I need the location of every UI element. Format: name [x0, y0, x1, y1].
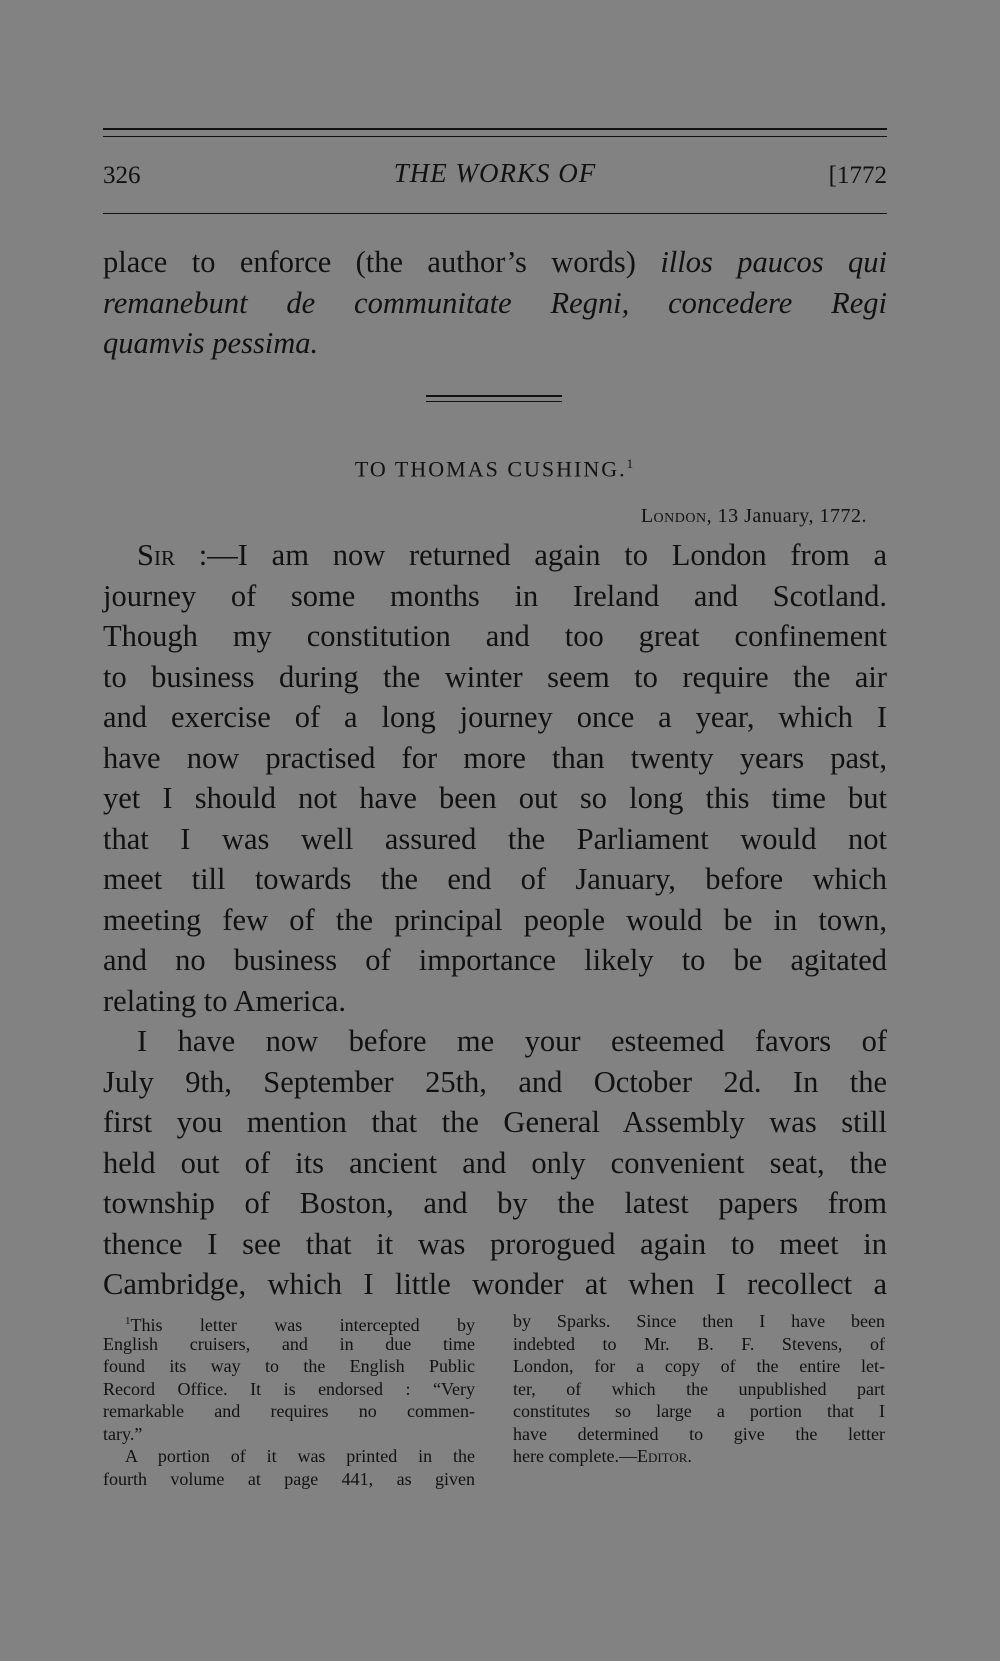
- footnote-line: by Sparks. Since then I have been: [513, 1311, 885, 1331]
- footnote-text: here complete.—: [513, 1446, 637, 1466]
- paragraph-line: thence I see that it was prorogued again to meet in: [103, 1226, 887, 1261]
- paragraph-line: meet till towards the end of January, before which: [103, 862, 887, 896]
- latin-quote: quamvis pessima.: [103, 326, 319, 360]
- dateline-place: London,: [640, 505, 713, 527]
- footnote-text: This letter was intercepted by: [130, 1315, 475, 1335]
- footnote-line: fourth volume at page 441, as given: [103, 1468, 475, 1489]
- header-rule: [103, 213, 887, 214]
- paragraph-line: and exercise of a long journey once a year, which I: [103, 700, 887, 734]
- editor-signature: Editor.: [636, 1446, 692, 1466]
- letter-body: [103, 535, 887, 1305]
- footnote-line: indebted to Mr. B. F. Stevens, of: [513, 1333, 885, 1354]
- paragraph-line: first you mention that the General Assembly was still: [103, 1105, 887, 1139]
- top-double-rule: [103, 128, 887, 137]
- paragraph-text: :—I am now returned again to London from a: [198, 538, 887, 572]
- footnote-line: constitutes so large a portion that I: [513, 1401, 885, 1421]
- footnote-column-right: [513, 1310, 885, 1468]
- running-title: THE WORKS OF: [393, 158, 597, 188]
- footnote-line: A portion of it was printed in the: [125, 1446, 475, 1466]
- paragraph-line: held out of its ancient and only convenient seat, the: [103, 1145, 887, 1180]
- footnote-line: have determined to give the letter: [513, 1423, 885, 1444]
- latin-quote: illos paucos qui: [660, 245, 887, 279]
- latin-quote: remanebunt de communitate Regni, concedere Regi: [103, 285, 887, 320]
- paragraph-line: and no business of importance likely to be agitated: [103, 943, 887, 977]
- footnote-line: [513, 1445, 885, 1468]
- paragraph-line: meeting few of the principal people would be in town,: [103, 902, 887, 937]
- continuation-roman: place to enforce (the author’s words): [103, 245, 636, 279]
- footnote-line: English cruisers, and in due time: [103, 1333, 475, 1354]
- continuation-text: [103, 242, 887, 364]
- footnote-line: London, for a copy of the entire let-: [513, 1356, 885, 1376]
- paragraph-line: July 9th, September 25th, and October 2d. In the: [103, 1064, 887, 1099]
- letter-heading: [103, 456, 887, 482]
- paragraph-line: Cambridge, which I little wonder at when I recollect a: [103, 1267, 887, 1301]
- paragraph-line: relating to America.: [103, 983, 347, 1018]
- footnote-line: found its way to the English Public: [103, 1356, 475, 1376]
- paragraph-line: to business during the winter seem to require the air: [103, 659, 887, 694]
- letter-heading-text: TO THOMAS CUSHING.: [354, 456, 627, 482]
- running-head: [103, 158, 887, 198]
- paragraph-line: Though my constitution and too great confinement: [103, 619, 887, 653]
- paragraph-line: journey of some months in Ireland and Scotland.: [103, 578, 887, 613]
- running-year: [1772: [828, 162, 887, 189]
- paragraph-line: have now practised for more than twenty years past,: [103, 740, 887, 775]
- paragraph-line: township of Boston, and by the latest papers from: [103, 1186, 887, 1220]
- footnote-line: remarkable and requires no commen-: [103, 1401, 475, 1421]
- dateline: [641, 505, 867, 528]
- paragraph-line: [103, 535, 887, 576]
- footnote-line: ter, of which the unpublished part: [513, 1378, 885, 1399]
- continuation-line: [103, 242, 887, 283]
- footnote-mark: 1: [125, 1315, 131, 1327]
- footnote-line: tary.”: [103, 1423, 143, 1444]
- footnote-line: [103, 1310, 475, 1333]
- paragraph-line: I have now before me your esteemed favors of: [137, 1024, 887, 1058]
- page-number: 326: [103, 162, 141, 189]
- section-divider: [426, 395, 562, 402]
- footnote-mark: 1: [626, 456, 636, 471]
- footnote-line: Record Office. It is endorsed : “Very: [103, 1378, 475, 1399]
- dateline-date: 13 January, 1772.: [717, 505, 867, 527]
- salutation: Sir: [137, 538, 175, 572]
- footnote-column-left: [103, 1310, 475, 1490]
- paragraph-line: yet I should not have been out so long this time but: [103, 781, 887, 815]
- paragraph-line: that I was well assured the Parliament would not: [103, 821, 887, 856]
